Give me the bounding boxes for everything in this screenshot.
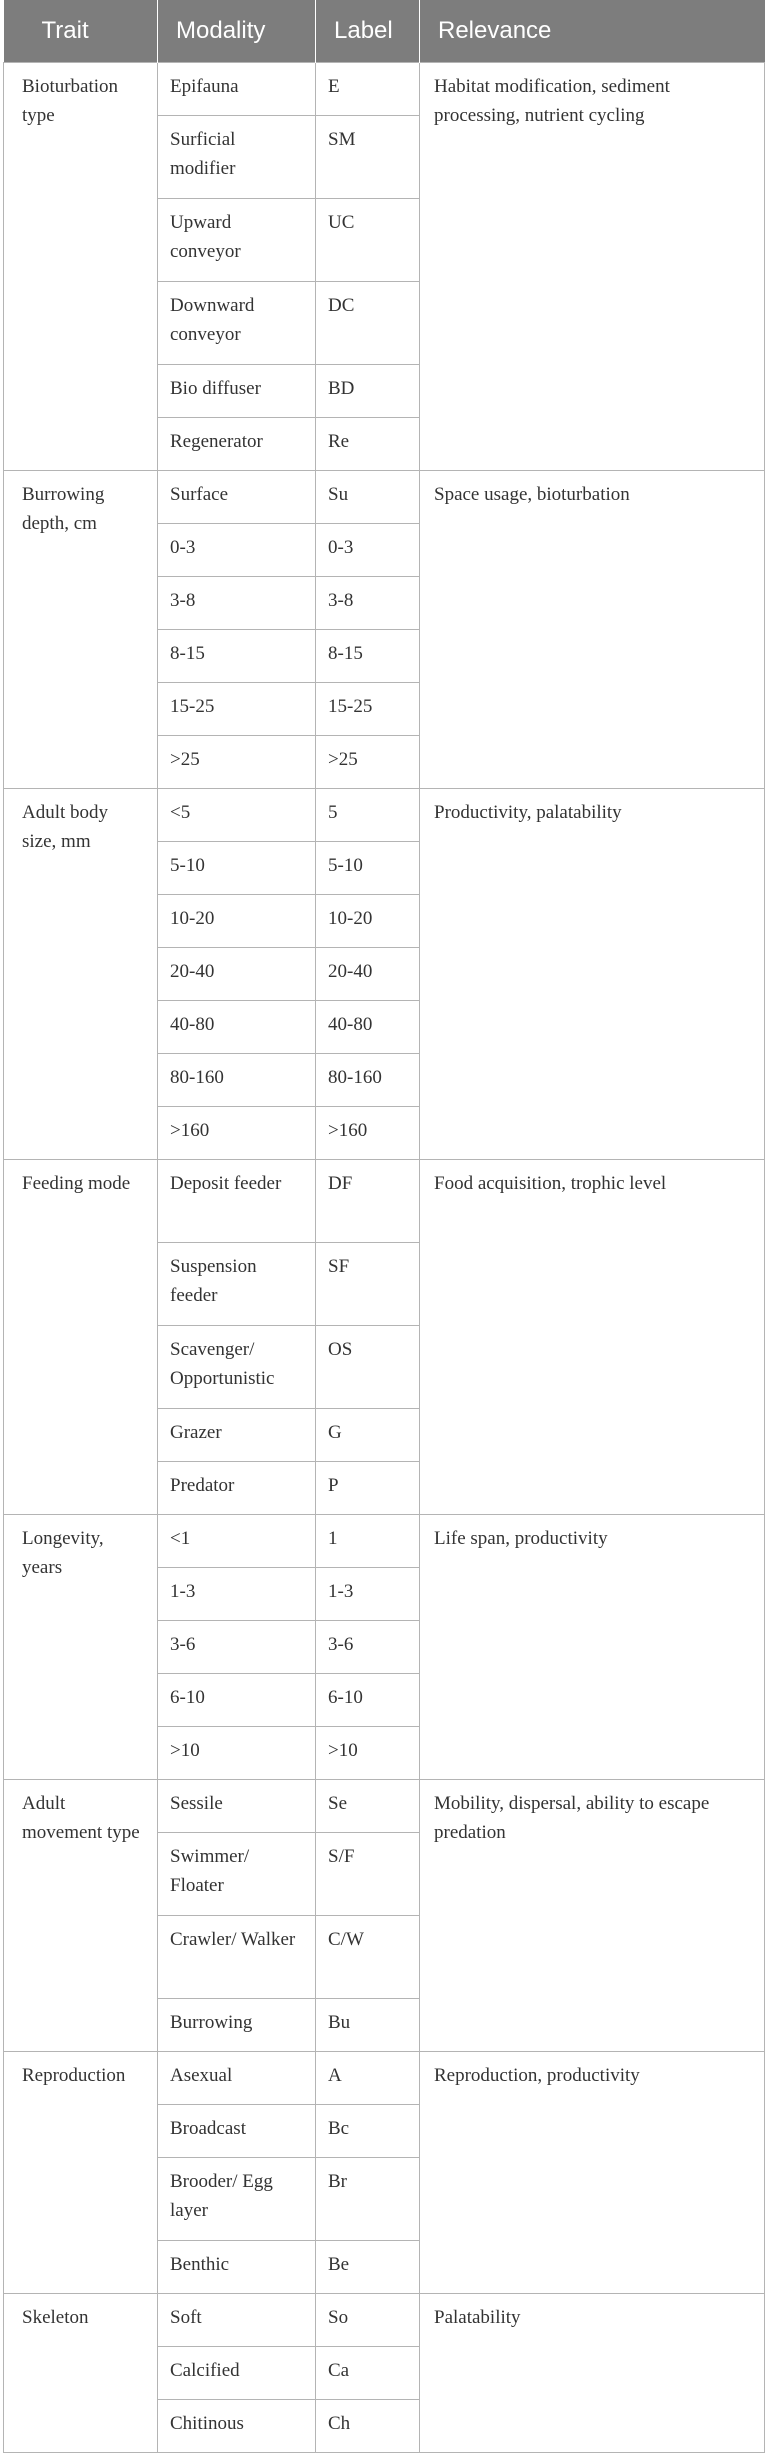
label-cell: Re bbox=[316, 418, 420, 471]
modality-cell: 3-8 bbox=[158, 577, 316, 630]
modality-cell: >10 bbox=[158, 1727, 316, 1780]
label-cell: >10 bbox=[316, 1727, 420, 1780]
label-cell: 0-3 bbox=[316, 524, 420, 577]
label-cell: 40-80 bbox=[316, 1001, 420, 1054]
modality-cell: <5 bbox=[158, 789, 316, 842]
modality-cell: Suspension feeder bbox=[158, 1243, 316, 1326]
table-row bbox=[4, 471, 765, 524]
label-cell: 5-10 bbox=[316, 842, 420, 895]
trait-cell: Skeleton bbox=[4, 2294, 158, 2453]
label-cell: BD bbox=[316, 365, 420, 418]
label-cell: SF bbox=[316, 1243, 420, 1326]
traits-table-container bbox=[3, 0, 764, 2453]
table-row bbox=[4, 789, 765, 842]
header-trait: Trait bbox=[4, 0, 158, 63]
modality-cell: 20-40 bbox=[158, 948, 316, 1001]
traits-table bbox=[3, 0, 765, 2453]
label-cell: >160 bbox=[316, 1107, 420, 1160]
trait-cell: Longevity, years bbox=[4, 1515, 158, 1780]
modality-cell: 40-80 bbox=[158, 1001, 316, 1054]
table-row bbox=[4, 1160, 765, 1243]
label-cell: 20-40 bbox=[316, 948, 420, 1001]
table-row bbox=[4, 63, 765, 116]
modality-cell: Regenerator bbox=[158, 418, 316, 471]
modality-cell: 10-20 bbox=[158, 895, 316, 948]
label-cell: Be bbox=[316, 2241, 420, 2294]
label-cell: Se bbox=[316, 1780, 420, 1833]
label-cell: E bbox=[316, 63, 420, 116]
modality-cell: 3-6 bbox=[158, 1621, 316, 1674]
table-body bbox=[4, 63, 765, 2453]
modality-cell: Downward conveyor bbox=[158, 282, 316, 365]
modality-cell: Grazer bbox=[158, 1409, 316, 1462]
label-cell: 1 bbox=[316, 1515, 420, 1568]
label-cell: C/W bbox=[316, 1916, 420, 1999]
relevance-cell: Habitat modification, sediment processing, nutrient cycling bbox=[420, 63, 765, 471]
label-cell: 5 bbox=[316, 789, 420, 842]
label-cell: Su bbox=[316, 471, 420, 524]
label-cell: S/F bbox=[316, 1833, 420, 1916]
label-cell: SM bbox=[316, 116, 420, 199]
modality-cell: 5-10 bbox=[158, 842, 316, 895]
trait-cell: Feeding mode bbox=[4, 1160, 158, 1515]
label-cell: G bbox=[316, 1409, 420, 1462]
modality-cell: Swimmer/ Floater bbox=[158, 1833, 316, 1916]
label-cell: UC bbox=[316, 199, 420, 282]
modality-cell: 80-160 bbox=[158, 1054, 316, 1107]
label-cell: Ca bbox=[316, 2347, 420, 2400]
label-cell: So bbox=[316, 2294, 420, 2347]
trait-cell: Adult body size, mm bbox=[4, 789, 158, 1160]
modality-cell: Benthic bbox=[158, 2241, 316, 2294]
trait-cell: Adult movement type bbox=[4, 1780, 158, 2052]
relevance-cell: Food acquisition, trophic level bbox=[420, 1160, 765, 1515]
modality-cell: Broadcast bbox=[158, 2105, 316, 2158]
modality-cell: 15-25 bbox=[158, 683, 316, 736]
modality-cell: 8-15 bbox=[158, 630, 316, 683]
modality-cell: Upward conveyor bbox=[158, 199, 316, 282]
relevance-cell: Productivity, palatability bbox=[420, 789, 765, 1160]
trait-cell: Reproduction bbox=[4, 2052, 158, 2294]
label-cell: Bu bbox=[316, 1999, 420, 2052]
modality-cell: 1-3 bbox=[158, 1568, 316, 1621]
modality-cell: Burrowing bbox=[158, 1999, 316, 2052]
modality-cell: 0-3 bbox=[158, 524, 316, 577]
modality-cell: Predator bbox=[158, 1462, 316, 1515]
table-row bbox=[4, 1515, 765, 1568]
label-cell: A bbox=[316, 2052, 420, 2105]
trait-cell: Burrowing depth, cm bbox=[4, 471, 158, 789]
label-cell: P bbox=[316, 1462, 420, 1515]
label-cell: 15-25 bbox=[316, 683, 420, 736]
label-cell: 80-160 bbox=[316, 1054, 420, 1107]
modality-cell: Surficial modifier bbox=[158, 116, 316, 199]
modality-cell: >25 bbox=[158, 736, 316, 789]
trait-cell: Bioturbation type bbox=[4, 63, 158, 471]
relevance-cell: Reproduction, productivity bbox=[420, 2052, 765, 2294]
modality-cell: Epifauna bbox=[158, 63, 316, 116]
label-cell: >25 bbox=[316, 736, 420, 789]
label-cell: 8-15 bbox=[316, 630, 420, 683]
label-cell: DC bbox=[316, 282, 420, 365]
table-row bbox=[4, 2294, 765, 2347]
modality-cell: Chitinous bbox=[158, 2400, 316, 2453]
modality-cell: Scavenger/ Opportunistic bbox=[158, 1326, 316, 1409]
modality-cell: Bio diffuser bbox=[158, 365, 316, 418]
label-cell: 3-6 bbox=[316, 1621, 420, 1674]
relevance-cell: Life span, productivity bbox=[420, 1515, 765, 1780]
label-cell: 1-3 bbox=[316, 1568, 420, 1621]
label-cell: DF bbox=[316, 1160, 420, 1243]
label-cell: Ch bbox=[316, 2400, 420, 2453]
label-cell: Br bbox=[316, 2158, 420, 2241]
table-row bbox=[4, 2052, 765, 2105]
header-relevance: Relevance bbox=[420, 0, 765, 63]
modality-cell: Crawler/ Walker bbox=[158, 1916, 316, 1999]
relevance-cell: Palatability bbox=[420, 2294, 765, 2453]
label-cell: Bc bbox=[316, 2105, 420, 2158]
relevance-cell: Space usage, bioturbation bbox=[420, 471, 765, 789]
modality-cell: Calcified bbox=[158, 2347, 316, 2400]
modality-cell: <1 bbox=[158, 1515, 316, 1568]
modality-cell: Brooder/ Egg layer bbox=[158, 2158, 316, 2241]
label-cell: 3-8 bbox=[316, 577, 420, 630]
modality-cell: Soft bbox=[158, 2294, 316, 2347]
modality-cell: Deposit feeder bbox=[158, 1160, 316, 1243]
modality-cell: Sessile bbox=[158, 1780, 316, 1833]
modality-cell: 6-10 bbox=[158, 1674, 316, 1727]
modality-cell: Surface bbox=[158, 471, 316, 524]
relevance-cell: Mobility, dispersal, ability to escape predation bbox=[420, 1780, 765, 2052]
table-header bbox=[4, 0, 765, 63]
modality-cell: Asexual bbox=[158, 2052, 316, 2105]
header-label: Label bbox=[316, 0, 420, 63]
table-row bbox=[4, 1780, 765, 1833]
header-row bbox=[4, 0, 765, 63]
label-cell: 10-20 bbox=[316, 895, 420, 948]
header-modality: Modality bbox=[158, 0, 316, 63]
modality-cell: >160 bbox=[158, 1107, 316, 1160]
label-cell: 6-10 bbox=[316, 1674, 420, 1727]
label-cell: OS bbox=[316, 1326, 420, 1409]
